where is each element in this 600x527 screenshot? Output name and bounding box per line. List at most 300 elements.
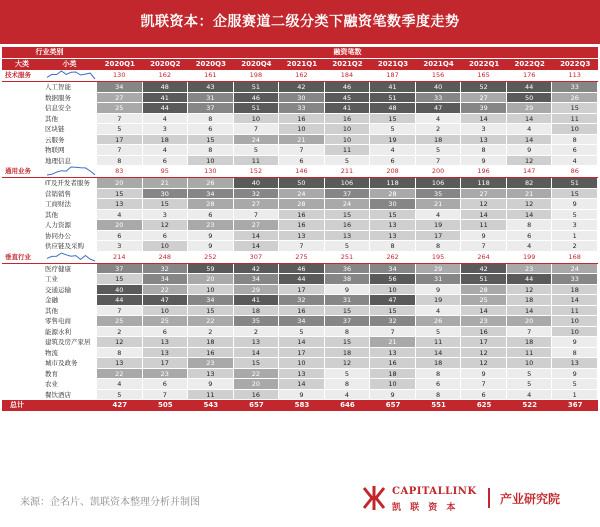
heat-cell: 5	[507, 369, 553, 380]
heat-cell: 118	[461, 178, 507, 189]
heat-cell: 48	[143, 82, 189, 93]
heat-cell: 10	[552, 327, 598, 338]
heat-cell: 15	[552, 189, 598, 200]
heat-cell: 48	[370, 103, 416, 114]
heat-cell: 3	[143, 124, 189, 135]
heat-cell: 8	[97, 348, 143, 359]
heat-cell: 16	[370, 358, 416, 369]
heat-cell: 10	[234, 114, 280, 125]
heat-cell: 51	[234, 103, 280, 114]
header-quarter: 2021Q3	[377, 60, 409, 68]
heat-cell: 4	[97, 379, 143, 390]
table-row	[2, 348, 598, 359]
heat-cell: 7	[279, 145, 325, 156]
row-label: 物流	[45, 348, 58, 357]
heat-cell: 106	[325, 178, 371, 189]
heat-cell: 12	[461, 199, 507, 210]
heat-cell: 36	[325, 264, 371, 275]
heat-cell: 10	[507, 358, 553, 369]
heat-cell: 4	[325, 390, 371, 401]
heat-cell: 14	[461, 114, 507, 125]
heat-cell: 18	[370, 369, 416, 380]
total-row	[2, 400, 598, 411]
heat-cell: 10	[279, 124, 325, 135]
row-label: 人工智能	[45, 83, 71, 91]
header-count-label: 融资笔数	[333, 48, 362, 56]
subtotal-cell: 86	[552, 166, 598, 177]
heat-cell: 5	[552, 210, 598, 221]
heat-cell: 30	[143, 189, 189, 200]
heat-cell: 7	[97, 306, 143, 317]
heat-cell: 14	[461, 210, 507, 221]
heat-cell: 59	[188, 264, 234, 275]
subtotal-cell: 130	[188, 166, 234, 177]
heat-cell: 23	[143, 369, 189, 380]
heat-cell: 12	[97, 337, 143, 348]
heat-cell: 47	[370, 295, 416, 306]
header-quarter: 2022Q2	[514, 60, 545, 68]
heat-cell: 44	[507, 82, 553, 93]
heat-cell: 46	[234, 93, 280, 104]
heat-cell: 4	[552, 156, 598, 167]
heat-cell: 10	[370, 285, 416, 296]
subtotal-sparkline	[45, 166, 97, 176]
heat-cell: 9	[188, 231, 234, 242]
heat-cell: 12	[461, 358, 507, 369]
table-row	[2, 145, 598, 156]
heat-cell: 31	[188, 93, 234, 104]
heat-cell: 7	[97, 114, 143, 125]
row-label: 其他	[45, 114, 58, 123]
heat-cell: 15	[552, 103, 598, 114]
heat-cell: 2	[97, 327, 143, 338]
table-row	[2, 327, 598, 338]
table-row	[2, 178, 598, 189]
subtotal-cell: 208	[370, 166, 416, 177]
heat-cell: 15	[370, 306, 416, 317]
heat-cell: 106	[416, 178, 462, 189]
heat-cell: 13	[279, 369, 325, 380]
heat-cell: 17	[143, 358, 189, 369]
heat-cell: 50	[507, 93, 553, 104]
heat-cell: 27	[97, 93, 143, 104]
heat-cell: 21	[143, 178, 189, 189]
row-label: 能源水利	[45, 327, 71, 336]
heat-cell: 46	[279, 264, 325, 275]
heat-cell: 38	[325, 274, 371, 285]
heat-cell: 24	[234, 135, 280, 146]
heat-cell: 1	[552, 231, 598, 242]
heat-cell: 16	[279, 114, 325, 125]
heat-cell: 21	[370, 337, 416, 348]
heat-cell: 6	[143, 327, 189, 338]
heat-cell: 14	[461, 306, 507, 317]
group-name: 技术服务	[5, 71, 31, 79]
heat-cell: 6	[461, 390, 507, 401]
subtotal-cell: 113	[552, 70, 598, 81]
heat-cell: 22	[97, 369, 143, 380]
table-row	[2, 337, 598, 348]
heat-cell: 26	[416, 316, 462, 327]
heat-cell: 12	[507, 199, 553, 210]
heat-cell: 25	[461, 295, 507, 306]
heat-cell: 4	[507, 390, 553, 401]
heat-cell: 31	[325, 295, 371, 306]
heat-cell: 8	[416, 390, 462, 401]
subtotal-sparkline	[45, 70, 97, 80]
heat-cell: 9	[552, 337, 598, 348]
heat-cell: 41	[370, 82, 416, 93]
heat-cell: 5	[370, 124, 416, 135]
total-cell: 505	[157, 401, 173, 409]
heat-cell: 15	[143, 199, 189, 210]
heat-cell: 34	[97, 82, 143, 93]
heat-cell: 34	[188, 295, 234, 306]
heat-cell: 23	[188, 358, 234, 369]
heat-cell: 39	[461, 103, 507, 114]
heat-cell: 2	[188, 327, 234, 338]
heat-cell: 26	[552, 93, 598, 104]
subtotal-cell: 200	[416, 166, 462, 177]
header-quarter: 2021Q2	[332, 60, 363, 68]
subtotal-cell: 83	[97, 166, 143, 177]
table-row	[2, 316, 598, 327]
heat-cell: 18	[507, 295, 553, 306]
heat-cell: 6	[188, 210, 234, 221]
subtotal-cell: 184	[325, 70, 371, 81]
heat-cell: 11	[507, 348, 553, 359]
subtotal-cell: 162	[279, 70, 325, 81]
heat-cell: 31	[416, 274, 462, 285]
heat-cell: 50	[279, 178, 325, 189]
total-cell: 625	[476, 401, 492, 409]
heat-cell: 13	[143, 348, 189, 359]
heat-cell: 10	[325, 124, 371, 135]
heat-cell: 8	[97, 156, 143, 167]
row-label: 工业	[45, 275, 58, 283]
heat-cell: 10	[325, 135, 371, 146]
heat-cell: 19	[416, 295, 462, 306]
subtotal-cell: 168	[552, 252, 598, 263]
subtotal-cell: 95	[143, 166, 189, 177]
heat-cell: 28	[279, 199, 325, 210]
department-label: 产业研究院	[500, 492, 561, 506]
heat-cell: 18	[325, 348, 371, 359]
heat-cell: 4	[143, 145, 189, 156]
heat-cell: 51	[234, 82, 280, 93]
heat-cell: 46	[325, 82, 371, 93]
heat-cell: 15	[97, 189, 143, 200]
heat-cell: 14	[416, 348, 462, 359]
heat-cell: 33	[416, 93, 462, 104]
heat-cell: 7	[279, 241, 325, 252]
heat-cell: 16	[279, 306, 325, 317]
row-label: 金融	[45, 296, 58, 304]
row-label: 营销销售	[45, 189, 71, 198]
total-cell: 657	[385, 401, 401, 409]
subtotal-cell: 147	[507, 166, 553, 177]
heat-cell: 41	[143, 93, 189, 104]
heat-cell: 8	[416, 241, 462, 252]
heat-cell: 13	[97, 199, 143, 210]
total-cell: 427	[112, 401, 128, 409]
heat-cell: 15	[97, 274, 143, 285]
heat-cell: 32	[370, 316, 416, 327]
heat-cell: 5	[325, 241, 371, 252]
header-quarter: 2020Q4	[241, 60, 272, 68]
heat-cell: 14	[552, 295, 598, 306]
heat-cell: 12	[143, 220, 189, 231]
table-row	[2, 135, 598, 146]
table-row	[2, 285, 598, 296]
row-label: 信息安全	[45, 104, 71, 112]
subtotal-cell: 196	[461, 166, 507, 177]
subtotal-cell: 176	[507, 70, 553, 81]
heat-cell: 5	[416, 145, 462, 156]
table-row	[2, 379, 598, 390]
table-body	[2, 70, 598, 411]
heat-cell: 6	[143, 156, 189, 167]
heat-cell: 14	[507, 135, 553, 146]
table-row	[2, 103, 598, 114]
total-cell: 646	[340, 401, 355, 409]
row-label: 农业	[45, 380, 58, 388]
total-cell: 543	[203, 401, 219, 409]
table-row	[2, 199, 598, 210]
heat-cell: 82	[507, 178, 553, 189]
heat-cell: 9	[416, 285, 462, 296]
sparkline-path	[47, 253, 95, 261]
heat-cell: 14	[507, 306, 553, 317]
heat-cell: 11	[461, 220, 507, 231]
group-name: 垂直行业	[5, 252, 31, 261]
heat-cell: 13	[279, 231, 325, 242]
heat-cell: 7	[416, 156, 462, 167]
heat-cell: 9	[188, 379, 234, 390]
heat-cell: 15	[188, 135, 234, 146]
heat-cell: 3	[97, 241, 143, 252]
heat-cell: 29	[234, 285, 280, 296]
heat-cell: 13	[370, 231, 416, 242]
heat-cell: 35	[234, 316, 280, 327]
group-subtotal-row	[2, 252, 598, 263]
total-cell: 367	[567, 401, 583, 409]
group-subtotal-row	[2, 70, 598, 81]
total-cell: 657	[249, 401, 264, 409]
row-label: 数据服务	[45, 93, 71, 102]
heat-cell: 11	[552, 114, 598, 125]
heat-cell: 9	[461, 369, 507, 380]
heat-cell: 26	[188, 178, 234, 189]
heat-cell: 33	[552, 274, 598, 285]
row-label: 餐饮酒店	[45, 390, 71, 399]
heat-cell: 6	[97, 231, 143, 242]
heat-cell: 4	[507, 124, 553, 135]
heat-cell: 13	[461, 135, 507, 146]
heat-cell: 33	[279, 103, 325, 114]
heat-cell: 1	[552, 390, 598, 401]
heat-cell: 19	[370, 135, 416, 146]
table-row	[2, 295, 598, 306]
heat-cell: 23	[461, 316, 507, 327]
heat-cell: 51	[552, 178, 598, 189]
heat-cell: 3	[143, 210, 189, 221]
header-quarter: 2022Q3	[560, 60, 591, 68]
heat-cell: 4	[370, 145, 416, 156]
heat-cell: 45	[325, 93, 371, 104]
heat-cell: 7	[461, 379, 507, 390]
heat-cell: 5	[97, 124, 143, 135]
heat-cell: 29	[507, 103, 553, 114]
heat-cell: 9	[552, 199, 598, 210]
row-label: 医疗健康	[45, 264, 71, 273]
heat-cell: 41	[325, 103, 371, 114]
row-label: 工商财法	[45, 200, 71, 208]
heat-cell: 2	[234, 327, 280, 338]
heat-cell: 9	[370, 390, 416, 401]
table-row	[2, 306, 598, 317]
heat-cell: 7	[461, 241, 507, 252]
heat-cell: 43	[188, 82, 234, 93]
heat-cell: 7	[234, 124, 280, 135]
subtotal-cell: 262	[370, 252, 416, 263]
row-label: 人力资源	[45, 221, 71, 229]
heat-cell: 19	[416, 220, 462, 231]
heat-cell: 10	[279, 358, 325, 369]
row-label: 地理信息	[45, 156, 71, 165]
heat-cell: 16	[325, 220, 371, 231]
heat-cell: 18	[416, 358, 462, 369]
header-quarter: 2021Q4	[423, 60, 454, 68]
heat-cell: 6	[143, 379, 189, 390]
heat-cell: 27	[234, 199, 280, 210]
subtotal-cell: 252	[188, 252, 234, 263]
table-row	[2, 156, 598, 167]
heat-cell: 14	[234, 241, 280, 252]
heat-cell: 20	[97, 178, 143, 189]
heat-cell: 8	[325, 379, 371, 390]
heat-cell: 22	[143, 285, 189, 296]
heat-cell: 34	[143, 274, 189, 285]
heat-cell: 7	[143, 390, 189, 401]
heat-cell: 23	[188, 220, 234, 231]
heat-cell: 24	[552, 264, 598, 275]
heat-cell: 24	[279, 189, 325, 200]
table-row	[2, 274, 598, 285]
heat-cell: 34	[188, 189, 234, 200]
heat-cell: 23	[507, 264, 553, 275]
table-row	[2, 114, 598, 125]
header-quarter: 2020Q2	[150, 60, 181, 68]
heat-cell: 28	[188, 199, 234, 210]
total-cell: 551	[431, 401, 446, 409]
heat-cell: 15	[325, 210, 371, 221]
heat-cell: 12	[507, 156, 553, 167]
heat-cell: 5	[507, 379, 553, 390]
heat-cell: 47	[143, 295, 189, 306]
table-row	[2, 189, 598, 200]
heat-cell: 22	[234, 369, 280, 380]
heat-cell: 14	[279, 337, 325, 348]
group-name: 通用业务	[5, 167, 31, 175]
heat-cell: 9	[552, 369, 598, 380]
subtotal-cell: 187	[370, 70, 416, 81]
heat-cell: 17	[279, 285, 325, 296]
footer-divider	[488, 488, 490, 508]
heat-cell: 8	[188, 145, 234, 156]
heat-cell: 16	[279, 210, 325, 221]
heat-cell: 34	[370, 264, 416, 275]
heat-cell: 32	[234, 189, 280, 200]
heat-cell: 24	[325, 199, 371, 210]
header-row-1	[2, 47, 598, 58]
heat-cell: 8	[461, 145, 507, 156]
heat-cell: 17	[416, 231, 462, 242]
sparkline-path	[47, 167, 95, 175]
heat-cell: 47	[416, 103, 462, 114]
heat-cell: 21	[416, 199, 462, 210]
heat-cell: 34	[234, 274, 280, 285]
heat-cell: 118	[370, 178, 416, 189]
heat-cell: 18	[143, 135, 189, 146]
table-row	[2, 241, 598, 252]
group-subtotal-row	[2, 166, 598, 177]
heat-cell: 32	[279, 295, 325, 306]
capitallink-logo-icon	[360, 484, 388, 512]
heat-cell: 51	[461, 274, 507, 285]
heat-cell: 4	[143, 114, 189, 125]
heat-cell: 16	[188, 348, 234, 359]
heat-cell: 13	[97, 358, 143, 369]
sparkline-path	[47, 71, 95, 79]
heat-cell: 9	[279, 390, 325, 401]
heat-cell: 6	[279, 156, 325, 167]
heat-cell: 27	[461, 93, 507, 104]
heat-cell: 13	[143, 337, 189, 348]
heat-cell: 3	[552, 220, 598, 231]
heat-cell: 8	[507, 220, 553, 231]
heat-cell: 13	[188, 369, 234, 380]
heat-cell: 44	[97, 295, 143, 306]
heat-cell: 37	[97, 264, 143, 275]
row-label: 零售电商	[45, 317, 71, 325]
heat-cell: 4	[416, 210, 462, 221]
row-label: 教育	[45, 369, 58, 378]
total-cell: 522	[522, 401, 537, 409]
heat-cell: 15	[370, 210, 416, 221]
heat-cell: 20	[507, 316, 553, 327]
heat-cell: 5	[325, 369, 371, 380]
heat-cell: 13	[234, 337, 280, 348]
financing-table	[2, 47, 598, 411]
total-label: 总计	[10, 401, 24, 409]
row-label: 建筑及房产家居	[45, 338, 91, 346]
heat-cell: 30	[279, 93, 325, 104]
heat-cell: 11	[416, 337, 462, 348]
heat-cell: 10	[143, 241, 189, 252]
page-title: 凯联资本：企服赛道二级分类下融资笔数季度走势	[0, 0, 600, 44]
header-industry-group: 行业类别	[35, 48, 64, 56]
heat-cell: 8	[552, 135, 598, 146]
row-label: 协同办公	[45, 231, 71, 240]
heat-cell: 51	[370, 93, 416, 104]
heat-cell: 28	[461, 285, 507, 296]
heat-cell: 42	[234, 264, 280, 275]
heat-cell: 10	[188, 156, 234, 167]
heat-cell: 8	[188, 114, 234, 125]
heat-cell: 16	[234, 390, 280, 401]
heat-cell: 14	[507, 210, 553, 221]
